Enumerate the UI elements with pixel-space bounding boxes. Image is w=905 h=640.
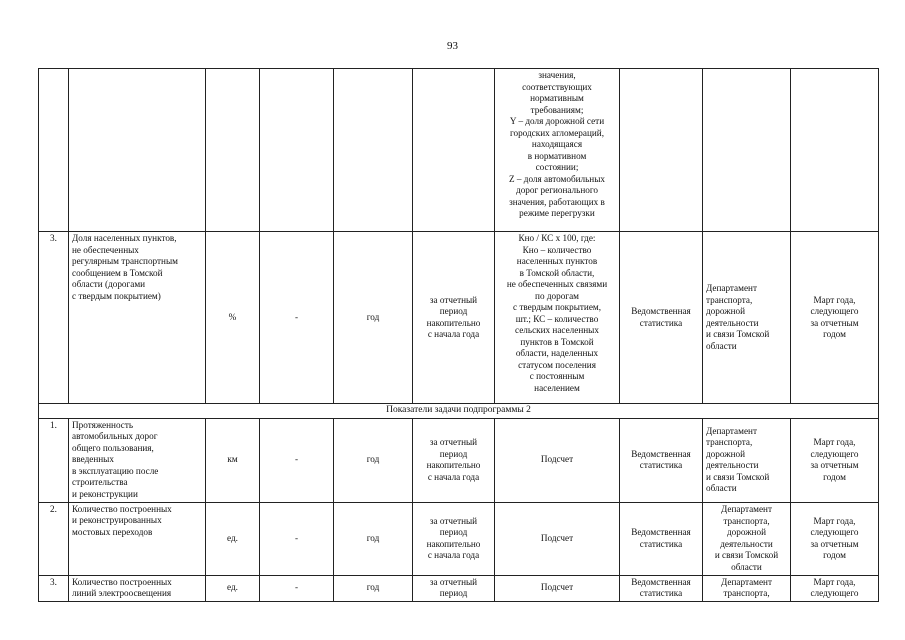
cell-deadline xyxy=(791,69,879,232)
cell-responsible: Департамент транспорта, дорожной деятельности и связи Томской области xyxy=(703,502,791,575)
cell-period: год xyxy=(334,232,413,404)
cell-deadline: Март года, следующего за отчетным годом xyxy=(791,418,879,502)
cell-responsible: Департамент транспорта, дорожной деятельности и связи Томской области xyxy=(703,232,791,404)
cell-method: Кно / КС x 100, где: Кно – количество населенных пунктов в Томской области, не обеспеченных связями по дорогам с твердым покрытием, шт.; КС – количество сельских населенных пунктов в Томской области, наделенных статусом поселения с постоянным населением xyxy=(495,232,620,404)
cell-num: 1. xyxy=(39,418,69,502)
table-row-3 xyxy=(39,232,879,404)
cell-deadline: Март года, следующего xyxy=(791,575,879,601)
cell-num xyxy=(39,69,69,232)
cell-period: год xyxy=(334,502,413,575)
cell-timing: за отчетный период xyxy=(413,575,495,601)
cell-num: 3. xyxy=(39,575,69,601)
cell-dash: - xyxy=(260,232,334,404)
table-row-continuation xyxy=(39,69,879,232)
cell-timing: за отчетный период накопительно с начала года xyxy=(413,232,495,404)
cell-source: Ведомственная статистика xyxy=(620,502,703,575)
cell-period: год xyxy=(334,575,413,601)
cell-unit xyxy=(206,69,260,232)
table-row-3b xyxy=(39,575,879,601)
cell-name: Количество построенных линий электроосвещения xyxy=(69,575,206,601)
cell-dash xyxy=(260,69,334,232)
cell-method: Подсчет xyxy=(495,502,620,575)
cell-source: Ведомственная статистика xyxy=(620,418,703,502)
cell-period xyxy=(334,69,413,232)
section-header-row xyxy=(39,404,879,419)
cell-responsible: Департамент транспорта, xyxy=(703,575,791,601)
page-number: 93 xyxy=(447,40,458,52)
cell-responsible xyxy=(703,69,791,232)
cell-name: Доля населенных пунктов, не обеспеченных регулярным транспортным сообщением в Томской области (дорогами с твердым покрытием) xyxy=(69,232,206,404)
cell-method: значения, соответствующих нормативным требованиям; Y – доля дорожной сети городских агломераций, находящаяся в нормативном состоянии; Z – доля автомобильных дорог регионального значения, работающих в режиме перегрузки xyxy=(495,69,620,232)
cell-source: Ведомственная статистика xyxy=(620,575,703,601)
cell-name: Протяженность автомобильных дорог общего пользования, введенных в эксплуатацию после строительства и реконструкции xyxy=(69,418,206,502)
cell-source xyxy=(620,69,703,232)
cell-name: Количество построенных и реконструированных мостовых переходов xyxy=(69,502,206,575)
table-row-2 xyxy=(39,502,879,575)
cell-timing: за отчетный период накопительно с начала года xyxy=(413,418,495,502)
cell-unit: % xyxy=(206,232,260,404)
table-row-1 xyxy=(39,418,879,502)
indicators-table xyxy=(38,68,879,602)
cell-dash: - xyxy=(260,575,334,601)
cell-name xyxy=(69,69,206,232)
cell-source: Ведомственная статистика xyxy=(620,232,703,404)
cell-deadline: Март года, следующего за отчетным годом xyxy=(791,232,879,404)
cell-num: 2. xyxy=(39,502,69,575)
cell-period: год xyxy=(334,418,413,502)
cell-dash: - xyxy=(260,502,334,575)
cell-method: Подсчет xyxy=(495,418,620,502)
cell-deadline: Март года, следующего за отчетным годом xyxy=(791,502,879,575)
cell-unit: км xyxy=(206,418,260,502)
cell-unit: ед. xyxy=(206,502,260,575)
cell-num: 3. xyxy=(39,232,69,404)
cell-responsible: Департамент транспорта, дорожной деятельности и связи Томской области xyxy=(703,418,791,502)
cell-unit: ед. xyxy=(206,575,260,601)
cell-timing xyxy=(413,69,495,232)
cell-timing: за отчетный период накопительно с начала года xyxy=(413,502,495,575)
cell-method: Подсчет xyxy=(495,575,620,601)
cell-dash: - xyxy=(260,418,334,502)
section-header: Показатели задачи подпрограммы 2 xyxy=(39,404,879,419)
